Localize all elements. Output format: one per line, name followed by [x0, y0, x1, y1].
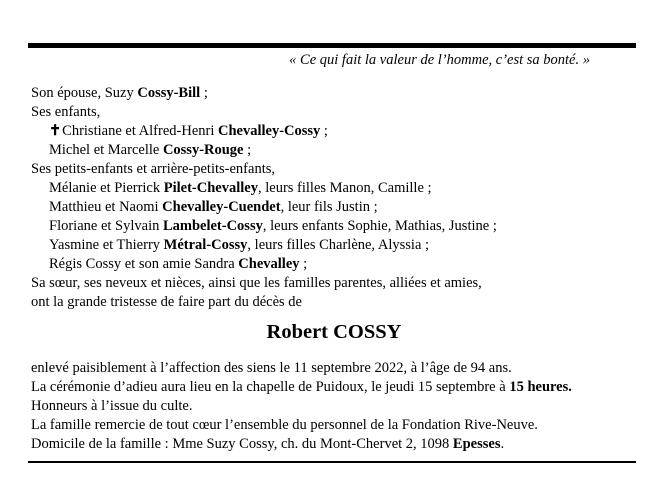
spouse-line: Son épouse, Suzy Cossy-Bill ;: [31, 85, 208, 101]
ceremony-time: 15 heures.: [509, 379, 572, 395]
child-2-surname: Cossy-Rouge: [162, 142, 244, 158]
grandchild-5-surname: Chevalley: [238, 256, 300, 272]
relatives-line: Sa sœur, ses neveux et nièces, ainsi que les familles parentes, alliées et amies,: [31, 275, 482, 291]
grandchild-line-1: Mélanie et Pierrick Pilet-Chevalley, leurs filles Manon, Camille ;: [49, 180, 432, 196]
children-heading: Ses enfants,: [31, 104, 101, 120]
ceremony-line: La cérémonie d’adieu aura lieu en la chapelle de Puidoux, le jeudi 15 septembre à 15 heures.: [31, 379, 572, 395]
domicile-line: Domicile de la famille : Mme Suzy Cossy, ch. du Mont-Chervet 2, 1098 Epesses.: [31, 436, 505, 452]
spouse-name: Cossy-Bill: [137, 85, 201, 101]
grandchildren-heading: Ses petits-enfants et arrière-petits-enfants,: [31, 161, 275, 177]
grandchild-1-surname: Pilet-Chevalley: [163, 180, 258, 196]
grandchild-line-4: Yasmine et Thierry Métral-Cossy, leurs filles Charlène, Alyssia ;: [49, 237, 430, 253]
announcement-line: ont la grande tristesse de faire part du décès de: [31, 294, 302, 310]
ceremony-details: [31, 359, 572, 454]
grandchild-line-5: Régis Cossy et son amie Sandra Chevalley ;: [49, 256, 308, 272]
epigraph-quote: « Ce qui fait la valeur de l’homme, c’est sa bonté. »: [289, 52, 590, 68]
bottom-rule: [28, 461, 636, 463]
top-rule: [28, 43, 636, 48]
cross-icon: ✝: [49, 123, 62, 139]
honours-line: Honneurs à l’issue du culte.: [31, 398, 193, 414]
grandchild-3-surname: Lambelet-Cossy: [162, 218, 263, 234]
grandchild-line-3: Floriane et Sylvain Lambelet-Cossy, leurs enfants Sophie, Mathias, Justine ;: [49, 218, 497, 234]
child-1-surname: Chevalley-Cossy: [217, 123, 321, 139]
family-list: [31, 84, 497, 312]
grandchild-line-2: Matthieu et Naomi Chevalley-Cuendet, leur fils Justin ;: [49, 199, 378, 215]
grandchild-4-surname: Métral-Cossy: [163, 237, 248, 253]
thanks-line: La famille remercie de tout cœur l’ensemble du personnel de la Fondation Rive-Neuve.: [31, 417, 538, 433]
child-line-1: ✝Christiane et Alfred-Henri Chevalley-Cossy ;: [49, 123, 328, 139]
passing-line: enlevé paisiblement à l’affection des siens le 11 septembre 2022, à l’âge de 94 ans.: [31, 360, 512, 376]
child-line-2: Michel et Marcelle Cossy-Rouge ;: [49, 142, 252, 158]
grandchild-2-surname: Chevalley-Cuendet: [162, 199, 281, 215]
domicile-locality: Epesses: [452, 436, 501, 452]
deceased-name: Robert COSSY: [266, 321, 402, 343]
